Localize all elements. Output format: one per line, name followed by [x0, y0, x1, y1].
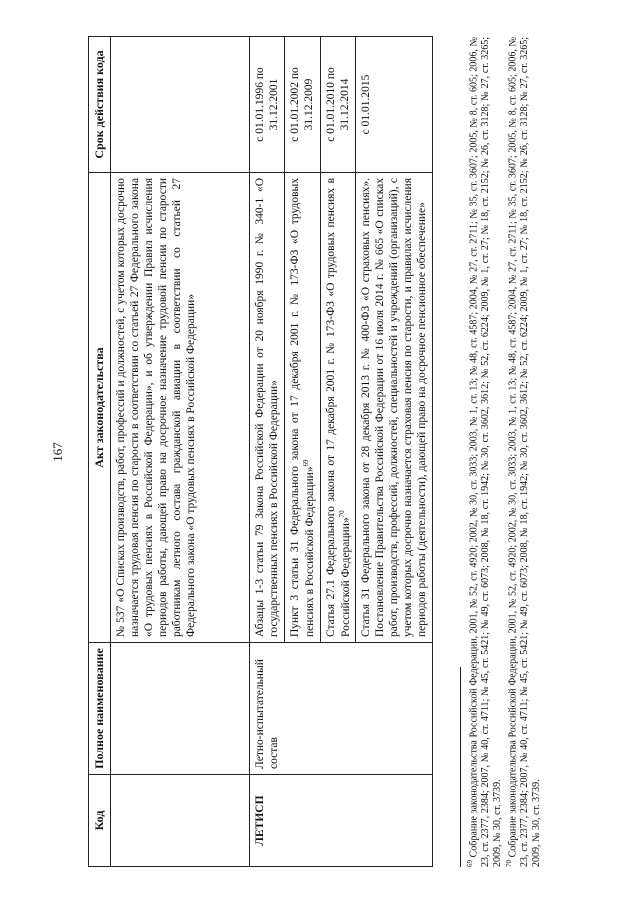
- page-number: 167: [50, 442, 65, 462]
- footnote: [466, 37, 504, 867]
- act-cell: № 537 «О Списках производств, работ, профессий и должностей, с учетом которых досрочно назначается трудовая пенсия по старости в соответствии со статьей 27 Федерального закона «О трудовых пенсиях в Российской Федерации», и об утверждении Правил исчисления периодов работы, дающей право на досрочное назначение трудовой пенсии по старости работникам летного состава гражданской авиации в соответствии со статьей 27 Федерального закона «О трудовых пенсиях в Российской Федерации»: [110, 173, 249, 643]
- act-text: Абзацы 1-3 статьи 79 Закона Российской Федерации от 20 ноября 1990 г. № 340-1 «О государственных пенсиях в Российской Федерации»: [253, 178, 280, 637]
- footnote-text: Собрание законодательства Российской Федерации, 2001, № 52, ст. 4920; 2002, № 30, ст. 3033; 2003, № 1, ст. 13; № 48, ст. 4587; 2004, № 27, ст. 2711; № 35, ст. 3607; 2005, № 8, ст. 605; 2006, № 23, ст. 2377, 2384; 2007, № 40, ст. 4711; № 45, ст. 5421; № 49, ст. 6073; 2008, № 18, ст. 1942; № 30, ст. 3602, 3612; № 52, ст. 6224; 2009, № 1, ст. 27; № 18, ст. 2152; № 26, ст. 3128; № 27, ст. 3265; 2009, № 30, ст. 3739.: [468, 36, 503, 867]
- act-cell: [249, 173, 284, 643]
- header-full-name: Полное наименование: [89, 643, 111, 775]
- footnote-separator: [460, 667, 461, 867]
- code-cell: ЛЕТИСП: [249, 775, 433, 867]
- footnote-mark: 69: [466, 860, 474, 867]
- header-act: Акт законодательства: [89, 173, 111, 643]
- header-code: Код: [89, 775, 111, 867]
- footnote-mark: 70: [504, 860, 513, 867]
- act-text: Статья 31 Федерального закона от 28 декабря 2013 г. № 400-ФЗ «О страховых пенсиях». Постановление Правительства Российской Федерации от 16 июля 2014 г. № 665 «О списках работ, производств, профессий, должностей, специальностей и учреждений (организаций), с учетом которых досрочно назначается страховая пенсия по старости, и правилах исчисления периодов работы (деятельности), дающей право на досрочное пенсионное обеспечение»: [360, 178, 429, 637]
- header-term: Срок действия кода: [89, 37, 111, 173]
- table-row-continued: [110, 37, 249, 867]
- footnote: [505, 37, 543, 867]
- term-cell: с 01.01.1996 по 31.12.2001: [249, 37, 284, 173]
- footnote-text: Собрание законодательства Российской Федерации, 2001, № 52, ст. 4920; 2002, № 30, ст. 3033; 2003, № 1, ст. 13; № 48, ст. 4587; 2004, № 27, ст. 2711; № 35, ст. 3607; 2005, № 8, ст. 605; 2006, № 23, ст. 2377, 2384; 2007, № 40, ст. 4711; № 45, ст. 5421; № 49, ст. 6073; 2008, № 18, ст. 1942; № 30, ст. 3602, 3612; № 52, ст. 6224; 2009, № 1, ст. 27; № 18, ст. 2152; № 26, ст. 3128; № 27, ст. 3265; 2009, № 30, ст. 3739.: [507, 36, 542, 867]
- act-cell: [284, 173, 320, 643]
- act-cell: [320, 173, 356, 643]
- full-name-cell: Летно-испытательный состав: [249, 643, 433, 775]
- act-text: Статья 27.1 Федерального закона от 17 декабря 2001 г. № 173-ФЗ «О трудовых пенсиях в Российской Федерации»: [324, 178, 352, 637]
- cell-empty: [110, 37, 249, 173]
- table-row: [249, 37, 284, 867]
- term-cell: с 01.01.2010 по 31.12.2014: [320, 37, 356, 173]
- cell-empty: [110, 775, 249, 867]
- term-cell: с 01.01.2015: [356, 37, 433, 173]
- legislation-table: [88, 36, 433, 867]
- footnote-ref: 69: [301, 459, 310, 467]
- rotated-document-page: [40, 37, 600, 867]
- act-cell: [356, 173, 433, 643]
- term-cell: с 01.01.2002 по 31.12.2009: [284, 37, 320, 173]
- footnotes: [466, 37, 543, 867]
- footnote-ref: 70: [337, 510, 346, 518]
- table-header-row: [89, 37, 111, 867]
- act-text: Пункт 3 статьи 31 Федерального закона от 17 декабря 2001 г. № 173-ФЗ «О трудовых пенсиях в Российской Федерации»: [288, 178, 316, 637]
- cell-empty: [110, 643, 249, 775]
